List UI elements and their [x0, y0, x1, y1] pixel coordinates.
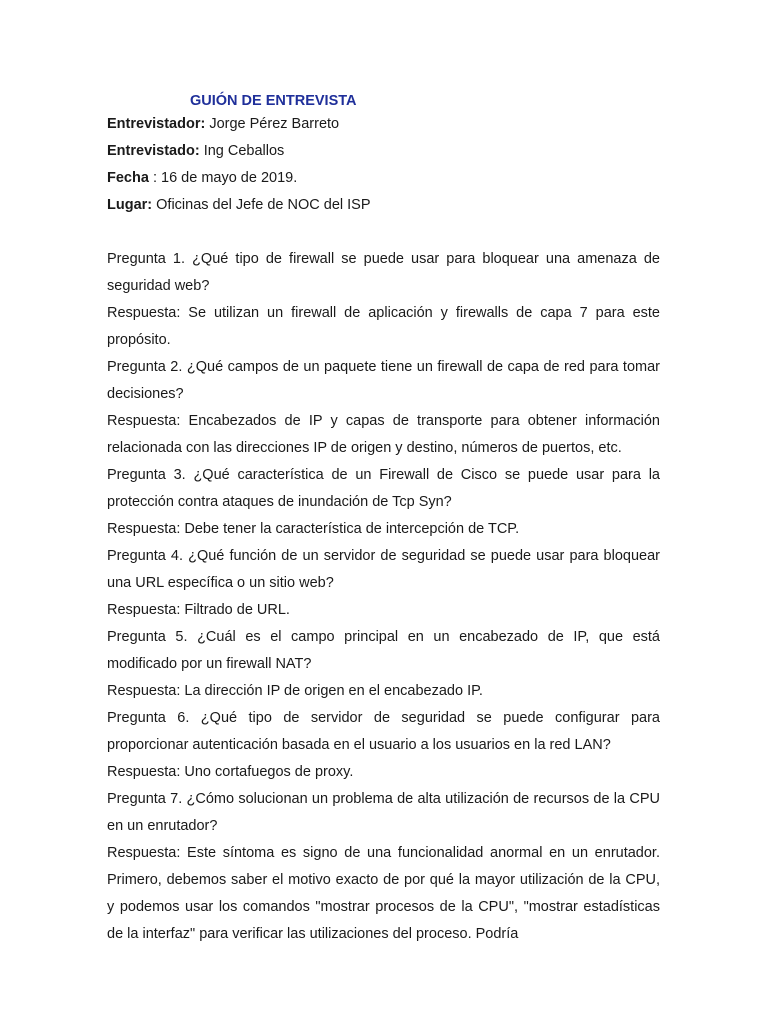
question-1: Pregunta 1. ¿Qué tipo de firewall se puede usar para bloquear una amenaza de seguridad web?	[107, 251, 660, 294]
meta-interviewer-label: Entrevistador:	[107, 116, 206, 132]
answer-4: Respuesta: Filtrado de URL.	[107, 602, 290, 618]
meta-interviewee-value: Ing Ceballos	[199, 143, 285, 159]
document-page	[107, 92, 660, 948]
meta-place-label: Lugar:	[107, 197, 153, 213]
answer-5: Respuesta: La dirección IP de origen en el encabezado IP.	[107, 683, 483, 699]
interview-meta	[107, 111, 660, 219]
question-5: Pregunta 5. ¿Cuál es el campo principal en un encabezado de IP, que está modificado por un firewall NAT?	[107, 629, 660, 672]
answer-2: Respuesta: Encabezados de IP y capas de transporte para obtener información relacionada con las direcciones IP de origen y destino, números de puertos, etc.	[107, 413, 660, 456]
meta-interviewer	[107, 111, 660, 138]
answer-1: Respuesta: Se utilizan un firewall de aplicación y firewalls de capa 7 para este propósito.	[107, 305, 660, 348]
questions-answers	[107, 246, 660, 948]
meta-interviewee-label: Entrevistado:	[107, 143, 200, 159]
meta-interviewer-value: Jorge Pérez Barreto	[205, 116, 340, 132]
document-title: GUIÓN DE ENTREVISTA	[190, 93, 357, 109]
question-4: Pregunta 4. ¿Qué función de un servidor de seguridad se puede usar para bloquear una URL específica o un sitio web?	[107, 548, 660, 591]
question-3: Pregunta 3. ¿Qué característica de un Firewall de Cisco se puede usar para la protección contra ataques de inundación de Tcp Syn?	[107, 467, 660, 510]
question-6: Pregunta 6. ¿Qué tipo de servidor de seguridad se puede configurar para proporcionar autenticación basada en el usuario a los usuarios en la red LAN?	[107, 710, 660, 753]
meta-interviewee	[107, 138, 660, 165]
answer-3: Respuesta: Debe tener la característica de intercepción de TCP.	[107, 521, 520, 537]
answer-7: Respuesta: Este síntoma es signo de una funcionalidad anormal en un enrutador. Primero, debemos saber el motivo exacto de por qué la mayor utilización de la CPU, y podemos usar los comandos "mostrar procesos de la CPU", "mostrar estadísticas de la interfaz" para verificar las utilizaciones del proceso. Podría	[107, 845, 660, 942]
meta-place-value: Oficinas del Jefe de NOC del ISP	[152, 197, 371, 213]
meta-date	[107, 165, 660, 192]
meta-place	[107, 192, 660, 219]
meta-date-value: : 16 de mayo de 2019.	[148, 170, 298, 186]
answer-6: Respuesta: Uno cortafuegos de proxy.	[107, 764, 354, 780]
question-7: Pregunta 7. ¿Cómo solucionan un problema de alta utilización de recursos de la CPU en un enrutador?	[107, 791, 660, 834]
meta-date-label: Fecha	[107, 170, 149, 186]
question-2: Pregunta 2. ¿Qué campos de un paquete tiene un firewall de capa de red para tomar decisiones?	[107, 359, 660, 402]
